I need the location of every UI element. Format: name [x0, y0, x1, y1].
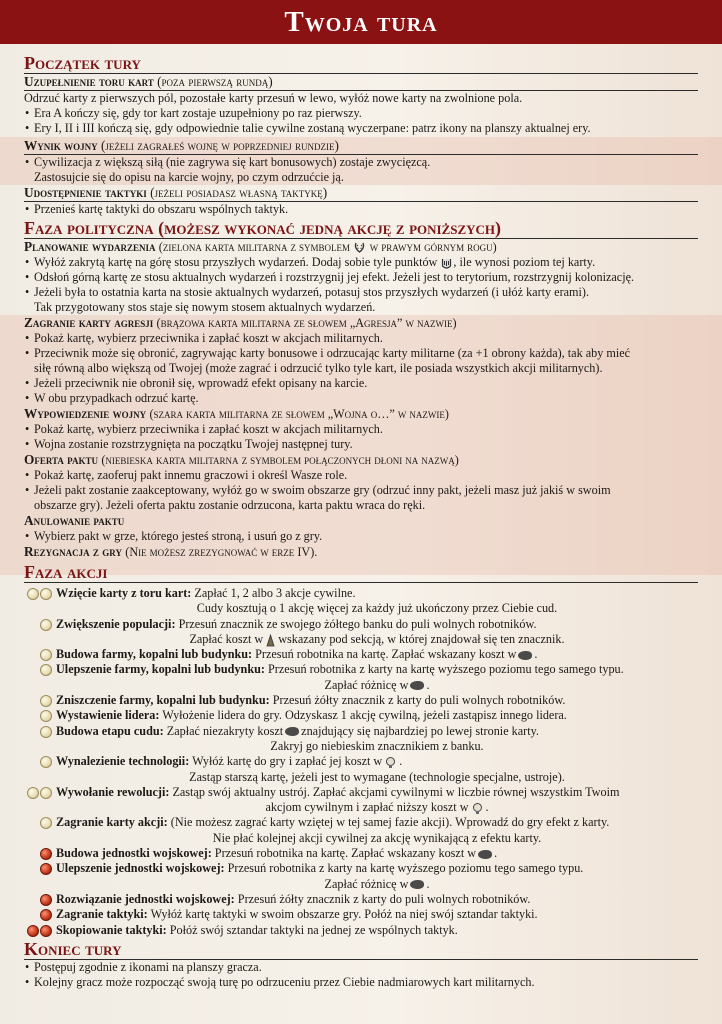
end-turn-heading: Koniec tury — [24, 940, 698, 960]
start-heading: Początek tury — [24, 54, 698, 74]
action-label: Zagranie taktyki: — [56, 907, 148, 922]
plan-event-b1a: Wyłóż zakrytą kartę na górę stosu przyszłych wydarzeń. Dodaj sobie tyle punktów — [34, 255, 438, 269]
deal-cards-bullet: • Ery I, II i III kończą się, gdy odpowiednie talie cywilne zostaną wyczerpane: patrz ikony na planszy aktualnej ery. — [24, 121, 698, 136]
action-label: Wystawienie lidera: — [56, 708, 160, 723]
declare-war-bullet: • Pokaż kartę, wybierz przeciwnika i zapłać koszt w akcjach militarnych. — [24, 422, 698, 437]
action-text — [56, 647, 698, 662]
action-desc: Zapłać niezakryty koszt — [163, 723, 284, 738]
action-label: Zagranie karty akcji: — [56, 815, 168, 830]
action-row — [24, 892, 698, 907]
plan-event-bullet: • Odsłoń górną kartę ze stosu aktualnych wydarzeń i rozstrzygnij jej efekt. Jeżeli jest to terytorium, rozstrzygnij kolonizację. — [24, 270, 698, 285]
civil-action-token-icon — [40, 619, 52, 631]
action-cont-text — [56, 770, 698, 785]
action-label: Budowa etapu cudu: — [56, 723, 164, 738]
action-icons — [24, 708, 56, 722]
action-cont-a: Zapłać różnicę w — [324, 876, 409, 891]
pact-offer-note: (niebieska karta militarna z symbolem połączonych dłoni na nazwą) — [101, 453, 459, 467]
action-row — [24, 907, 698, 922]
action-cont-b: . — [426, 677, 430, 692]
resource-cube-icon — [285, 727, 299, 736]
page-title: Twoja tura — [284, 5, 438, 38]
action-row-cont — [24, 739, 698, 754]
plan-event-b1b: , ile wynosi poziom tej karty. — [453, 255, 596, 269]
action-icons — [24, 601, 56, 603]
aggression-heading — [24, 315, 698, 331]
action-desc: Wyłóż kartę do gry i zapłać jej koszt w — [189, 754, 383, 769]
civil-action-token-icon — [40, 756, 52, 768]
action-icons — [24, 800, 56, 802]
action-desc: Wyłóż kartę taktyki w swoim obszarze gry. Połóż na niej swój sztandar taktyki. — [147, 907, 538, 922]
plan-event-title: Planowanie wydarzenia — [24, 239, 156, 254]
plan-event-bullet: • Jeżeli była to ostatnia karta na stosie aktualnych wydarzeń, potasuj stos przyszłych wydarzeń (i ułóż karty erami). — [24, 285, 698, 300]
aggression-bullet: • Przeciwnik może się obronić, zagrywając karty bonusowe i odrzucając karty militarne (za +1 obrony każda), tak aby mieć — [24, 346, 698, 361]
action-text — [56, 708, 698, 723]
action-icons — [24, 770, 56, 772]
aggression-cont: siłę równą albo większą od Twojej (może zagrać i odrzucić tylko tyle kart, ile posiada wszystkich akcji militarnych). — [34, 361, 603, 375]
action-phase-heading: Faza akcji — [24, 563, 698, 583]
action-label: Ulepszenie farmy, kopalni lub budynku: — [56, 662, 265, 677]
action-icons — [24, 846, 56, 860]
action-desc: Przesuń żółty znacznik z karty do puli wolnych robotników. — [234, 891, 531, 906]
plan-event-note-a: (zielona karta militarna z symbolem — [158, 240, 351, 254]
resign-note: (Nie możesz zrezygnować w erze IV). — [125, 545, 318, 559]
action-cont-text — [56, 678, 698, 693]
action-cont-text — [56, 739, 698, 754]
aggression-bullet: • Jeżeli przeciwnik nie obronił się, wprowadź efekt opisany na karcie. — [24, 376, 698, 391]
resign-heading — [24, 544, 698, 560]
action-desc-tail: . — [494, 846, 498, 861]
declare-war-heading — [24, 406, 698, 422]
plan-event-bullet — [24, 255, 698, 270]
pact-offer-bullet: • Jeżeli pakt zostanie zaakceptowany, wyłóż go w swoim obszarze gry (odrzuć inny pakt, jeżeli masz już jakiś w swoim — [24, 483, 698, 498]
civil-action-token-icon — [40, 664, 52, 676]
end-turn-bullet: • Postępuj zgodnie z ikonami na planszy gracza. — [24, 960, 698, 975]
action-icons — [24, 892, 56, 906]
action-row-cont — [24, 601, 698, 616]
action-icons — [24, 693, 56, 707]
military-action-token-icon — [40, 848, 52, 860]
action-text — [56, 662, 698, 677]
action-row — [24, 923, 698, 938]
action-row-cont — [24, 877, 698, 892]
resign-title: Rezygnacja z gry — [24, 544, 122, 559]
action-cont-text — [56, 601, 698, 616]
declare-war-title: Wypowiedzenie wojny — [24, 406, 147, 421]
action-cont: Cudy kosztują o 1 akcję więcej za każdy już ukończony przez Ciebie cud. — [196, 601, 558, 616]
laurel-icon — [353, 241, 366, 254]
civil-action-token-icon — [27, 787, 39, 799]
aggression-bullet: • W obu przypadkach odrzuć kartę. — [24, 391, 698, 406]
military-action-token-icon — [40, 925, 52, 937]
deal-cards-bullet: • Era A kończy się, gdy tor kart zostaje uzupełniony po raz pierwszy. — [24, 106, 698, 121]
action-row — [24, 846, 698, 861]
action-desc: (Nie możesz zagrać karty wziętej w tej samej fazie akcji). Wprowadź do gry efekt z karty. — [167, 815, 610, 830]
war-result-cont: Zastosujcie się do opisu na karcie wojny, po czym odrzućcie ją. — [34, 170, 344, 184]
action-label: Ulepszenie jednostki wojskowej: — [56, 861, 225, 876]
action-label: Budowa farmy, kopalni lub budynku: — [56, 647, 253, 662]
plan-event-cont: Tak przygotowany stos staje się nowym stosem aktualnych wydarzeń. — [34, 300, 376, 314]
tactics-share-title: Udostępnienie taktyki — [24, 185, 147, 200]
plan-event-heading — [24, 239, 698, 255]
action-icons — [24, 724, 56, 738]
tactics-share-note: (jeżeli posiadasz własną taktykę) — [150, 185, 328, 200]
action-cont-text — [56, 831, 698, 846]
action-icons — [24, 632, 56, 634]
action-row — [24, 861, 698, 876]
action-row — [24, 647, 698, 662]
civil-action-token-icon — [40, 787, 52, 799]
action-row-cont — [24, 800, 698, 815]
aggression-note: (brązowa karta militarna ze słowem „Agresja” w nazwie) — [156, 316, 457, 330]
action-icons — [24, 662, 56, 676]
action-icons — [24, 678, 56, 680]
action-row-cont — [24, 770, 698, 785]
action-row — [24, 785, 698, 800]
action-cont-a: akcjom cywilnym i zapłać niższy koszt w — [265, 800, 469, 815]
pact-cancel-bullet: • Wybierz pakt w grze, którego jesteś stroną, i usuń go z gry. — [24, 529, 698, 544]
action-desc: Przesuń robotnika na kartę. Zapłać wskazany koszt w — [211, 846, 477, 861]
action-row — [24, 693, 698, 708]
deal-cards-title: Uzupełnienie toru kart — [24, 74, 154, 89]
action-label: Wzięcie karty z toru kart: — [56, 586, 192, 600]
resource-cube-icon — [410, 880, 424, 889]
deal-cards-intro: Odrzuć karty z pierwszych pól, pozostałe karty przesuń w lewo, wyłóż nowe karty na zwolnione pola. — [24, 91, 523, 105]
action-cont: Nie płać kolejnej akcji cywilnej za akcję wynikającą z efektu karty. — [212, 830, 542, 845]
resource-cube-icon — [518, 651, 532, 660]
action-text — [56, 586, 698, 601]
war-result-heading — [24, 138, 698, 155]
action-desc: Przesuń robotnika z karty na kartę wyższego poziomu tego samego typu. — [224, 861, 584, 876]
action-cont-text — [56, 877, 698, 892]
action-label: Zwiększenie populacji: — [56, 616, 176, 631]
action-desc-tail: . — [399, 754, 403, 769]
action-row-cont — [24, 632, 698, 647]
pact-offer-cont: obszarze gry). Jeżeli oferta paktu zostanie odrzucona, karta paktu wraca do ręki. — [34, 498, 426, 512]
action-row — [24, 815, 698, 830]
title-banner — [0, 0, 722, 44]
aggression-title: Zagranie karty agresji — [24, 315, 154, 330]
aggression-bullet: • Pokaż kartę, wybierz przeciwnika i zapłać koszt w akcjach militarnych. — [24, 331, 698, 346]
action-label: Zniszczenie farmy, kopalni lub budynku: — [56, 693, 270, 708]
action-cont-text — [56, 800, 698, 815]
action-label: Wynalezienie technologii: — [56, 754, 190, 769]
action-desc: Przesuń znacznik ze swojego żółtego banku do puli wolnych robotników. — [175, 616, 537, 631]
action-text — [56, 923, 698, 938]
resource-cube-icon — [410, 681, 424, 690]
action-icons — [24, 785, 56, 799]
civil-action-token-icon — [40, 710, 52, 722]
action-text — [56, 907, 698, 922]
deal-cards-heading — [24, 74, 698, 91]
action-text — [56, 846, 698, 861]
action-desc: Wyłożenie lidera do gry. Odzyskasz 1 akcję cywilną, jeżeli zastąpisz innego lidera. — [159, 708, 567, 723]
action-cont: Zastąp starszą kartę, jeżeli jest to wymagane (technologie specjalne, ustroje). — [189, 769, 565, 784]
military-action-token-icon — [40, 863, 52, 875]
action-row — [24, 617, 698, 632]
plan-event-note-b: w prawym górnym rogu) — [369, 240, 497, 254]
action-cont-b: wskazany pod sekcją, w której znajdował się ten znacznik. — [278, 631, 565, 646]
military-action-token-icon — [27, 925, 39, 937]
pact-offer-title: Oferta paktu — [24, 452, 99, 467]
action-icons — [24, 647, 56, 661]
civil-action-token-icon — [27, 588, 39, 600]
action-text — [56, 785, 698, 800]
action-label: Budowa jednostki wojskowej: — [56, 846, 212, 861]
action-icons — [24, 877, 56, 879]
action-desc-tail: . — [534, 647, 538, 662]
action-icons — [24, 923, 56, 937]
action-icons — [24, 754, 56, 768]
action-row — [24, 724, 698, 739]
civil-action-token-icon — [40, 649, 52, 661]
action-desc: Zastąp swój aktualny ustrój. Zapłać akcjami cywilnymi w liczbie równej wszystkim Twoim — [169, 784, 620, 799]
action-cont-text — [56, 632, 698, 647]
action-cont-a: Zapłać koszt w — [189, 631, 264, 646]
action-cont-b: . — [426, 876, 430, 891]
action-desc: Przesuń robotnika na kartę. Zapłać wskazany koszt w — [252, 647, 517, 662]
military-action-token-icon — [40, 909, 52, 921]
action-icons — [24, 617, 56, 631]
war-result-bullet: • Cywilizacja z większą siłą (nie zagrywa się kart bonusowych) zostaje zwycięzcą. — [24, 155, 698, 170]
end-turn-bullet: • Kolejny gracz może rozpocząć swoją turę po odrzuceniu przez Ciebie nadmiarowych kart militarnych. — [24, 975, 698, 990]
action-icons — [24, 586, 56, 600]
action-label: Skopiowanie taktyki: — [56, 922, 167, 937]
civil-action-token-icon — [40, 695, 52, 707]
culture-icon — [440, 257, 453, 270]
action-row — [24, 754, 698, 769]
tactics-share-heading — [24, 185, 698, 202]
action-desc: Zapłać 1, 2 albo 3 akcje cywilne. — [191, 586, 356, 600]
action-desc: Przesuń żółty znacznik z karty do puli wolnych robotników. — [269, 693, 566, 708]
action-icons — [24, 815, 56, 829]
action-icons — [24, 907, 56, 921]
civil-action-token-icon — [40, 726, 52, 738]
pact-offer-bullet: • Pokaż kartę, zaoferuj pakt innemu graczowi i określ Wasze role. — [24, 468, 698, 483]
action-list — [24, 586, 698, 938]
action-row — [24, 708, 698, 723]
science-icon — [384, 756, 397, 769]
resource-cube-icon — [478, 850, 492, 859]
civil-action-token-icon — [40, 817, 52, 829]
action-text — [56, 617, 698, 632]
action-row-cont — [24, 678, 698, 693]
deal-cards-note: (poza pierwszą rundą) — [157, 74, 273, 89]
science-icon — [471, 802, 484, 815]
tactics-share-bullet: • Przenieś kartę taktyki do obszaru wspólnych taktyk. — [24, 202, 698, 217]
action-label: Wywołanie rewolucji: — [56, 784, 170, 799]
action-text — [56, 754, 698, 769]
action-text — [56, 693, 698, 708]
declare-war-note: (szara karta militarna ze słowem „Wojna o…” w nazwie) — [149, 407, 449, 421]
pact-offer-heading — [24, 452, 698, 468]
action-text — [56, 815, 698, 830]
action-cont-b: . — [485, 800, 489, 815]
pact-cancel-heading — [24, 513, 698, 529]
action-text — [56, 724, 698, 739]
action-icons — [24, 739, 56, 741]
action-icons — [24, 831, 56, 833]
food-icon — [265, 634, 276, 647]
action-desc: Przesuń robotnika z karty na kartę wyższego poziomu tego samego typu. — [264, 662, 624, 677]
rules-content — [24, 52, 698, 990]
action-row — [24, 586, 698, 601]
action-desc: Połóż swój sztandar taktyki na jednej ze wspólnych taktyk. — [166, 922, 458, 937]
political-heading: Faza polityczna (możesz wykonać jedną akcję z poniższych) — [24, 219, 698, 239]
action-label: Rozwiązanie jednostki wojskowej: — [56, 891, 235, 906]
action-cont-a: Zapłać różnicę w — [324, 677, 409, 692]
war-result-note: (jeżeli zagrałeś wojnę w poprzedniej rundzie) — [100, 138, 339, 153]
action-cont: Zakryj go niebieskim znacznikiem z banku. — [270, 738, 484, 753]
action-text — [56, 861, 698, 876]
action-row — [24, 662, 698, 677]
action-text — [56, 892, 698, 907]
war-result-title: Wynik wojny — [24, 138, 98, 153]
action-icons — [24, 861, 56, 875]
military-action-token-icon — [40, 894, 52, 906]
declare-war-bullet: • Wojna zostanie rozstrzygnięta na początku Twojej następnej tury. — [24, 437, 698, 452]
action-desc-tail: znajdujący się najbardziej po lewej stronie karty. — [301, 723, 539, 738]
action-row-cont — [24, 831, 698, 846]
pact-cancel-title: Anulowanie paktu — [24, 513, 125, 528]
civil-action-token-icon — [40, 588, 52, 600]
